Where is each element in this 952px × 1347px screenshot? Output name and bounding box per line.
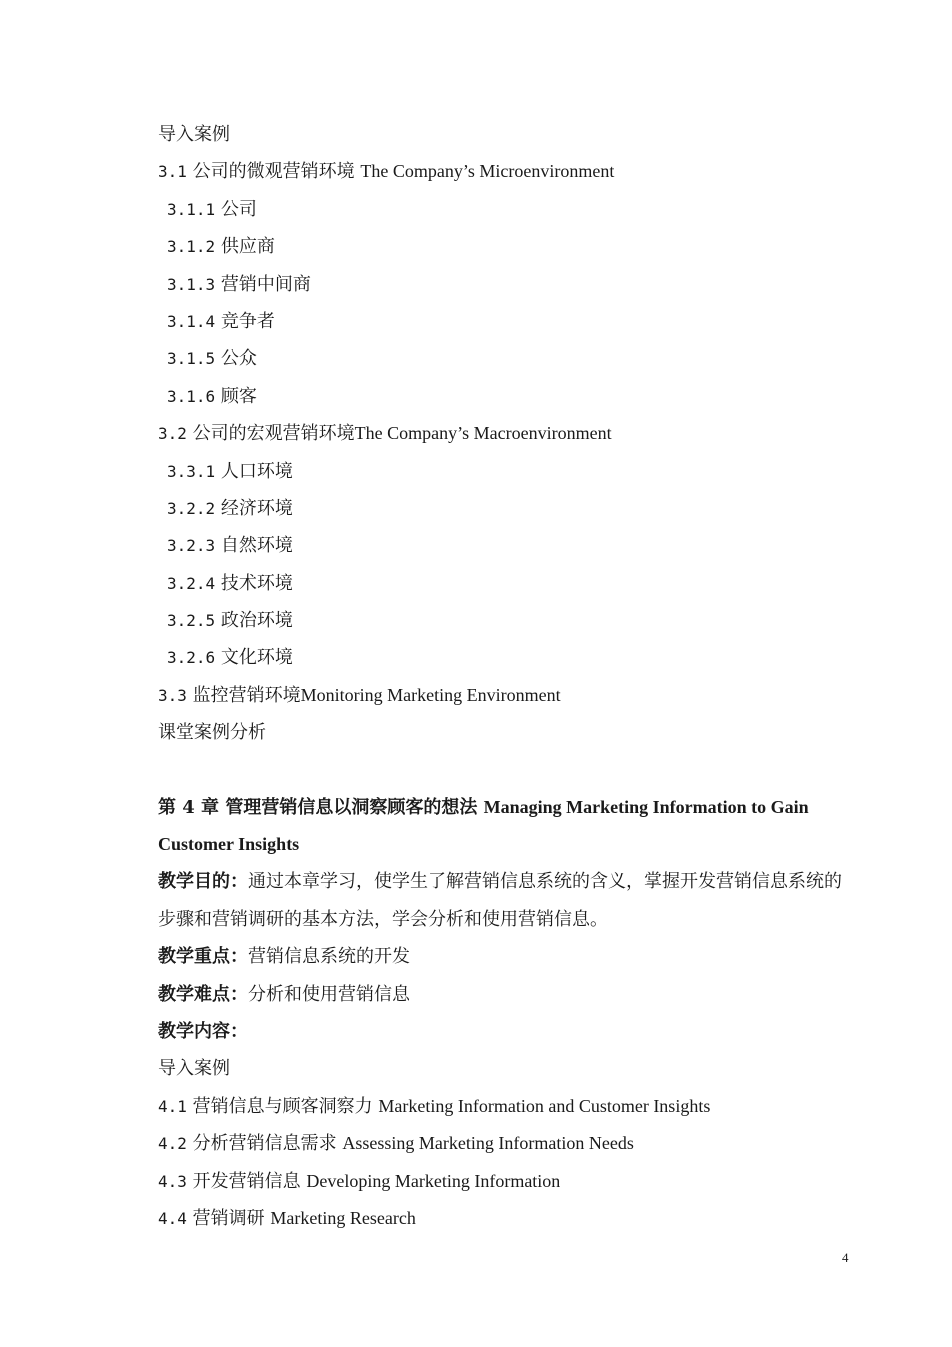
subsection-3-2-5 <box>158 602 858 639</box>
section-title-en: Marketing Information and Customer Insights <box>378 1095 711 1116</box>
subsection-3-2-6 <box>158 639 858 676</box>
section-title: 监控营销环境 <box>192 684 301 706</box>
subsection-3-2-3 <box>158 527 858 564</box>
chapter-4-heading <box>158 789 858 826</box>
subsection-number: 3.1.5 <box>167 349 216 369</box>
subsection-3-2-2 <box>158 490 858 527</box>
subsection-title: 政治环境 <box>220 610 293 632</box>
subsection-3-1-3 <box>158 266 858 303</box>
subsection-number: 3.2.5 <box>167 611 216 631</box>
section-title: 营销调研 <box>192 1208 265 1229</box>
subsection-3-2-1 <box>158 453 858 490</box>
section-3-1 <box>158 153 858 190</box>
subsection-title: 营销中间商 <box>220 273 311 295</box>
subsection-title: 供应商 <box>220 236 275 258</box>
objective-label: 教学目的： <box>158 871 248 893</box>
subsection-3-1-2 <box>158 228 858 265</box>
chapter-heading-cn: 第 4 章 管理营销信息以洞察顾客的想法 <box>158 796 478 818</box>
section-3-2 <box>158 415 858 452</box>
teaching-difficulty <box>158 976 858 1013</box>
section-title: 公司的微观营销环境 <box>192 161 355 183</box>
section-number: 4.4 <box>158 1209 187 1228</box>
section-title: 营销信息与顾客洞察力 <box>192 1095 373 1117</box>
subsection-title: 公司 <box>220 198 257 220</box>
ch3-intro-case: 导入案例 <box>158 124 230 145</box>
subsection-title: 顾客 <box>220 385 257 407</box>
section-title: 开发营销信息 <box>192 1170 301 1192</box>
section-number: 4.1 <box>158 1096 187 1116</box>
subsection-title: 文化环境 <box>220 647 293 669</box>
page-number: 4 <box>842 1250 849 1265</box>
focus-label: 教学重点： <box>158 946 248 968</box>
subsection-title: 竞争者 <box>220 310 275 332</box>
chapter-heading-en: Managing Marketing Information to Gain <box>483 796 809 817</box>
ch3-class-case: 课堂案例分析 <box>158 722 266 744</box>
subsection-number: 3.2.3 <box>167 536 216 556</box>
section-title: 分析营销信息需求 <box>192 1133 337 1155</box>
section-title-en: Assessing Marketing Information Needs <box>342 1133 634 1154</box>
subsection-number: 3.2.6 <box>167 648 216 668</box>
subsection-number: 3.1.2 <box>167 237 216 257</box>
section-4-3 <box>158 1163 858 1200</box>
section-number: 3.3 <box>158 685 187 705</box>
section-4-4 <box>158 1200 858 1237</box>
teaching-focus <box>158 938 858 975</box>
subsection-3-1-1 <box>158 191 858 228</box>
subsection-3-1-4 <box>158 303 858 340</box>
section-title-en: Developing Marketing Information <box>306 1170 561 1191</box>
subsection-3-1-6 <box>158 378 858 415</box>
subsection-3-1-5 <box>158 340 858 377</box>
section-number: 4.3 <box>158 1171 187 1191</box>
section-title-en: The Company’s Microenvironment <box>360 161 615 182</box>
subsection-title: 人口环境 <box>220 460 293 482</box>
subsection-number: 3.1.4 <box>167 311 216 331</box>
difficulty-label: 教学难点： <box>158 983 248 1005</box>
ch4-intro-case: 导入案例 <box>158 1058 230 1080</box>
teaching-objective <box>158 863 858 938</box>
section-number: 4.2 <box>158 1134 187 1154</box>
subsection-number: 3.1.6 <box>167 386 216 406</box>
subsection-number: 3.3.1 <box>167 461 216 481</box>
subsection-title: 经济环境 <box>220 497 293 519</box>
page-content <box>158 116 858 1237</box>
subsection-number: 3.2.4 <box>167 573 216 593</box>
section-title-en: Monitoring Marketing Environment <box>300 684 561 705</box>
section-3-3 <box>158 677 858 714</box>
subsection-3-2-4 <box>158 565 858 602</box>
subsection-number: 3.1.1 <box>167 199 216 219</box>
subsection-number: 3.1.3 <box>167 274 216 294</box>
section-gap <box>158 752 858 789</box>
subsection-title: 自然环境 <box>220 535 293 557</box>
teaching-content-label: 教学内容： <box>158 1021 248 1043</box>
subsection-title: 公众 <box>220 348 257 370</box>
section-title-en: Marketing Research <box>270 1208 416 1228</box>
section-title-en: The Company’s Macroenvironment <box>354 423 612 444</box>
chapter-4-heading-cont: Customer Insights <box>158 834 300 855</box>
subsection-number: 3.2.2 <box>167 498 216 518</box>
section-4-2 <box>158 1125 858 1162</box>
section-title: 公司的宏观营销环境 <box>192 423 355 445</box>
section-number: 3.1 <box>158 162 187 182</box>
section-number: 3.2 <box>158 424 187 444</box>
subsection-title: 技术环境 <box>220 572 293 594</box>
section-4-1 <box>158 1088 858 1125</box>
difficulty-text: 分析和使用营销信息 <box>248 983 410 1005</box>
focus-text: 营销信息系统的开发 <box>248 946 410 968</box>
objective-text: 通过本章学习，使学生了解营销信息系统的含义，掌握开发营销信息系统的步骤和营销调研的基本方法，学会分析和使用营销信息。 <box>158 871 842 930</box>
